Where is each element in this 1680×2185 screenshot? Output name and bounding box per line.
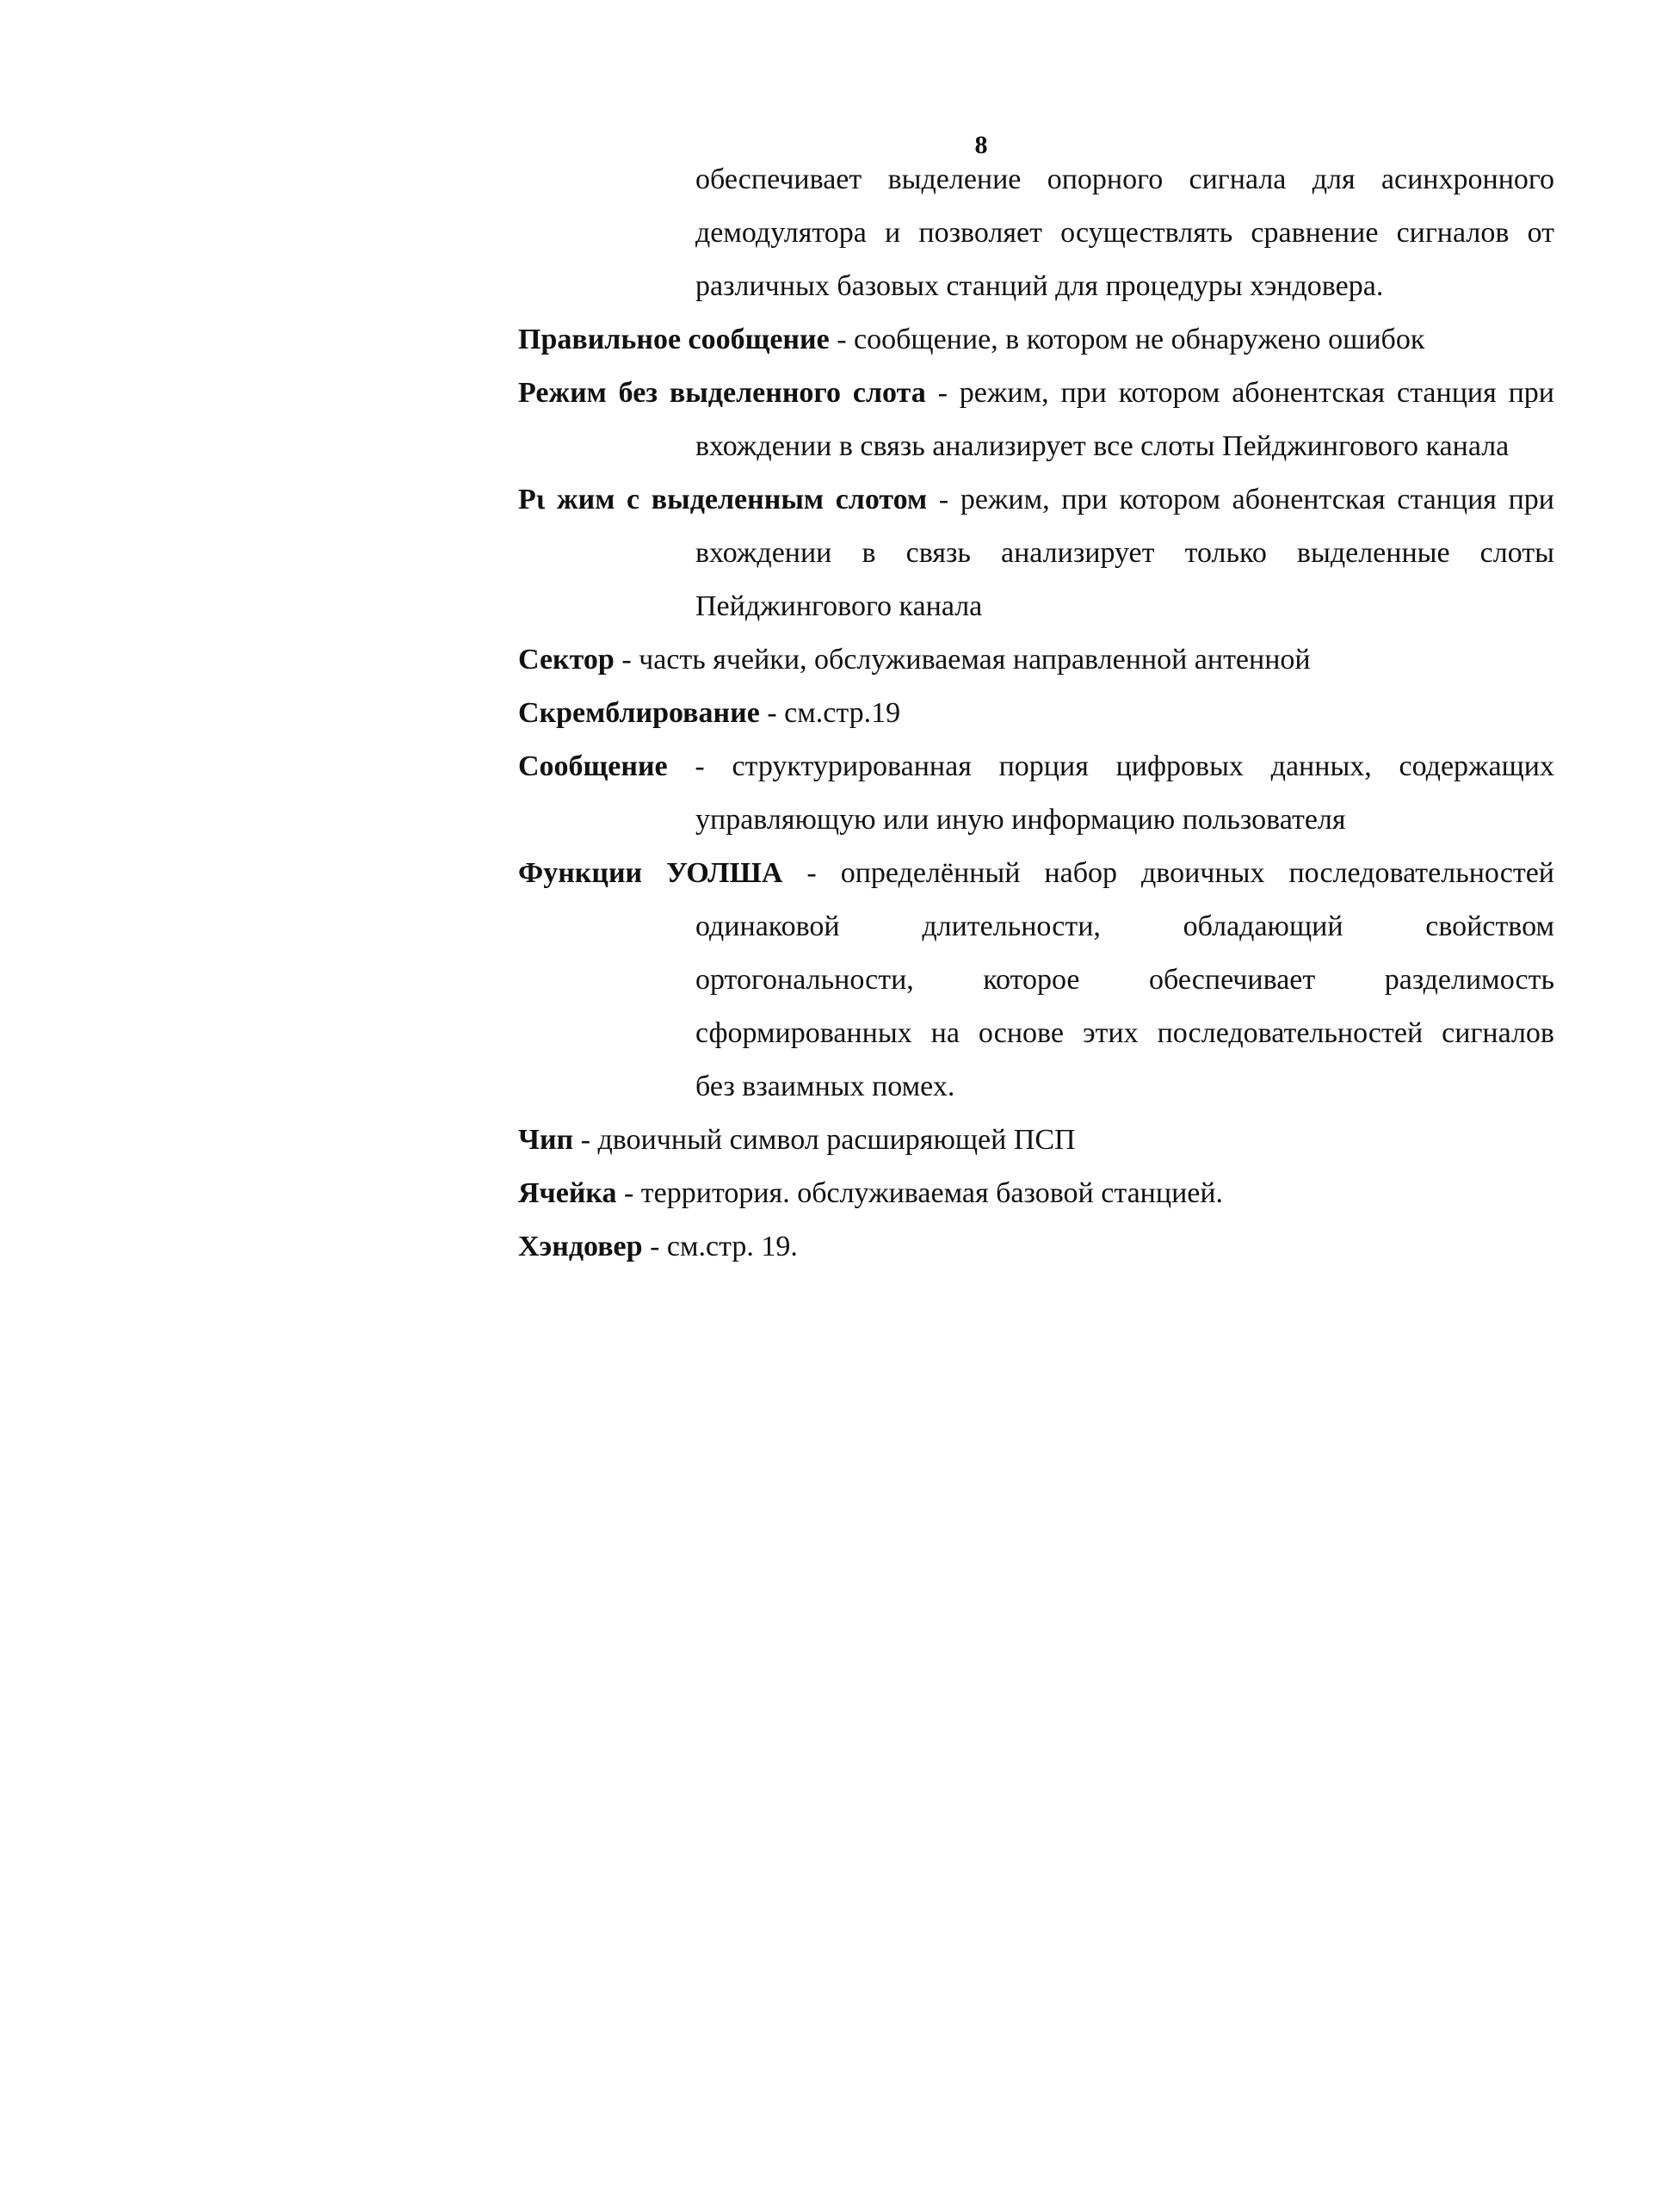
glossary-definition: - структурированная порция цифровых данных, содержащих	[667, 750, 1554, 782]
text-line: вхождении в связь анализирует только выделенные слоты	[695, 537, 1554, 569]
text-line: обеспечивает выделение опорного сигнала для асинхронного	[695, 164, 1554, 195]
glossary-entry	[518, 313, 1554, 367]
text-line: сформированных на основе этих последовательностей сигналов	[695, 1017, 1554, 1049]
page-number: 8	[974, 131, 988, 159]
glossary-entry	[518, 473, 1554, 633]
glossary-term: Рι жим с выделенным слотом	[518, 484, 928, 515]
glossary-term: Сообщение	[518, 750, 668, 782]
glossary-definition: - сообщение, в котором не обнаружено ошибок	[829, 324, 1425, 355]
glossary-content	[518, 153, 1554, 1274]
glossary-definition: - двоичный символ расширяющей ПСП	[573, 1124, 1076, 1156]
glossary-entry	[518, 1114, 1554, 1167]
glossary-term: Режим без выделенного слота	[518, 377, 926, 409]
text-line: Пейджингового канала	[695, 590, 983, 622]
glossary-term: Правильное сообщение	[518, 324, 830, 355]
glossary-definition: - режим, при котором абонентская станция при	[925, 377, 1554, 409]
glossary-term: Хэндовер	[518, 1231, 643, 1262]
glossary-definition: - часть ячейки, обслуживаемая направленной антенной	[614, 644, 1311, 676]
glossary-definition: - режим, при котором абонентская станция при	[927, 484, 1554, 515]
glossary-definition: - см.стр. 19.	[642, 1231, 798, 1262]
glossary-entry	[518, 1167, 1554, 1220]
text-line: демодулятора и позволяет осуществлять сравнение сигналов от	[695, 217, 1554, 249]
glossary-entry	[518, 633, 1554, 687]
text-line: различных базовых станций для процедуры хэндовера.	[695, 270, 1384, 302]
glossary-entry	[518, 1220, 1554, 1274]
glossary-entry	[518, 687, 1554, 740]
continuation-paragraph	[518, 153, 1554, 313]
glossary-definition: - см.стр.19	[759, 697, 901, 729]
glossary-term: Скремблирование	[518, 697, 760, 729]
text-line: без взаимных помех.	[695, 1071, 955, 1102]
text-line: ортогональности, которое обеспечивает разделимость	[695, 964, 1554, 996]
glossary-term: Ячейка	[518, 1177, 617, 1209]
glossary-term: Чип	[518, 1124, 574, 1156]
text-line: вхождении в связь анализирует все слоты Пейджингового канала	[695, 430, 1510, 462]
glossary-entry	[518, 847, 1554, 1114]
text-line: управляющую или иную информацию пользователя	[695, 804, 1346, 836]
glossary-entry	[518, 740, 1554, 847]
glossary-term: Сектор	[518, 644, 615, 676]
glossary-entry	[518, 367, 1554, 473]
text-line: одинаковой длительности, обладающий свойством	[695, 910, 1554, 942]
glossary-definition: - определённый набор двоичных последовательностей	[782, 857, 1554, 889]
glossary-definition: - территория. обслуживаемая базовой станцией.	[616, 1177, 1224, 1209]
glossary-term: Функции УОЛША	[518, 857, 783, 889]
